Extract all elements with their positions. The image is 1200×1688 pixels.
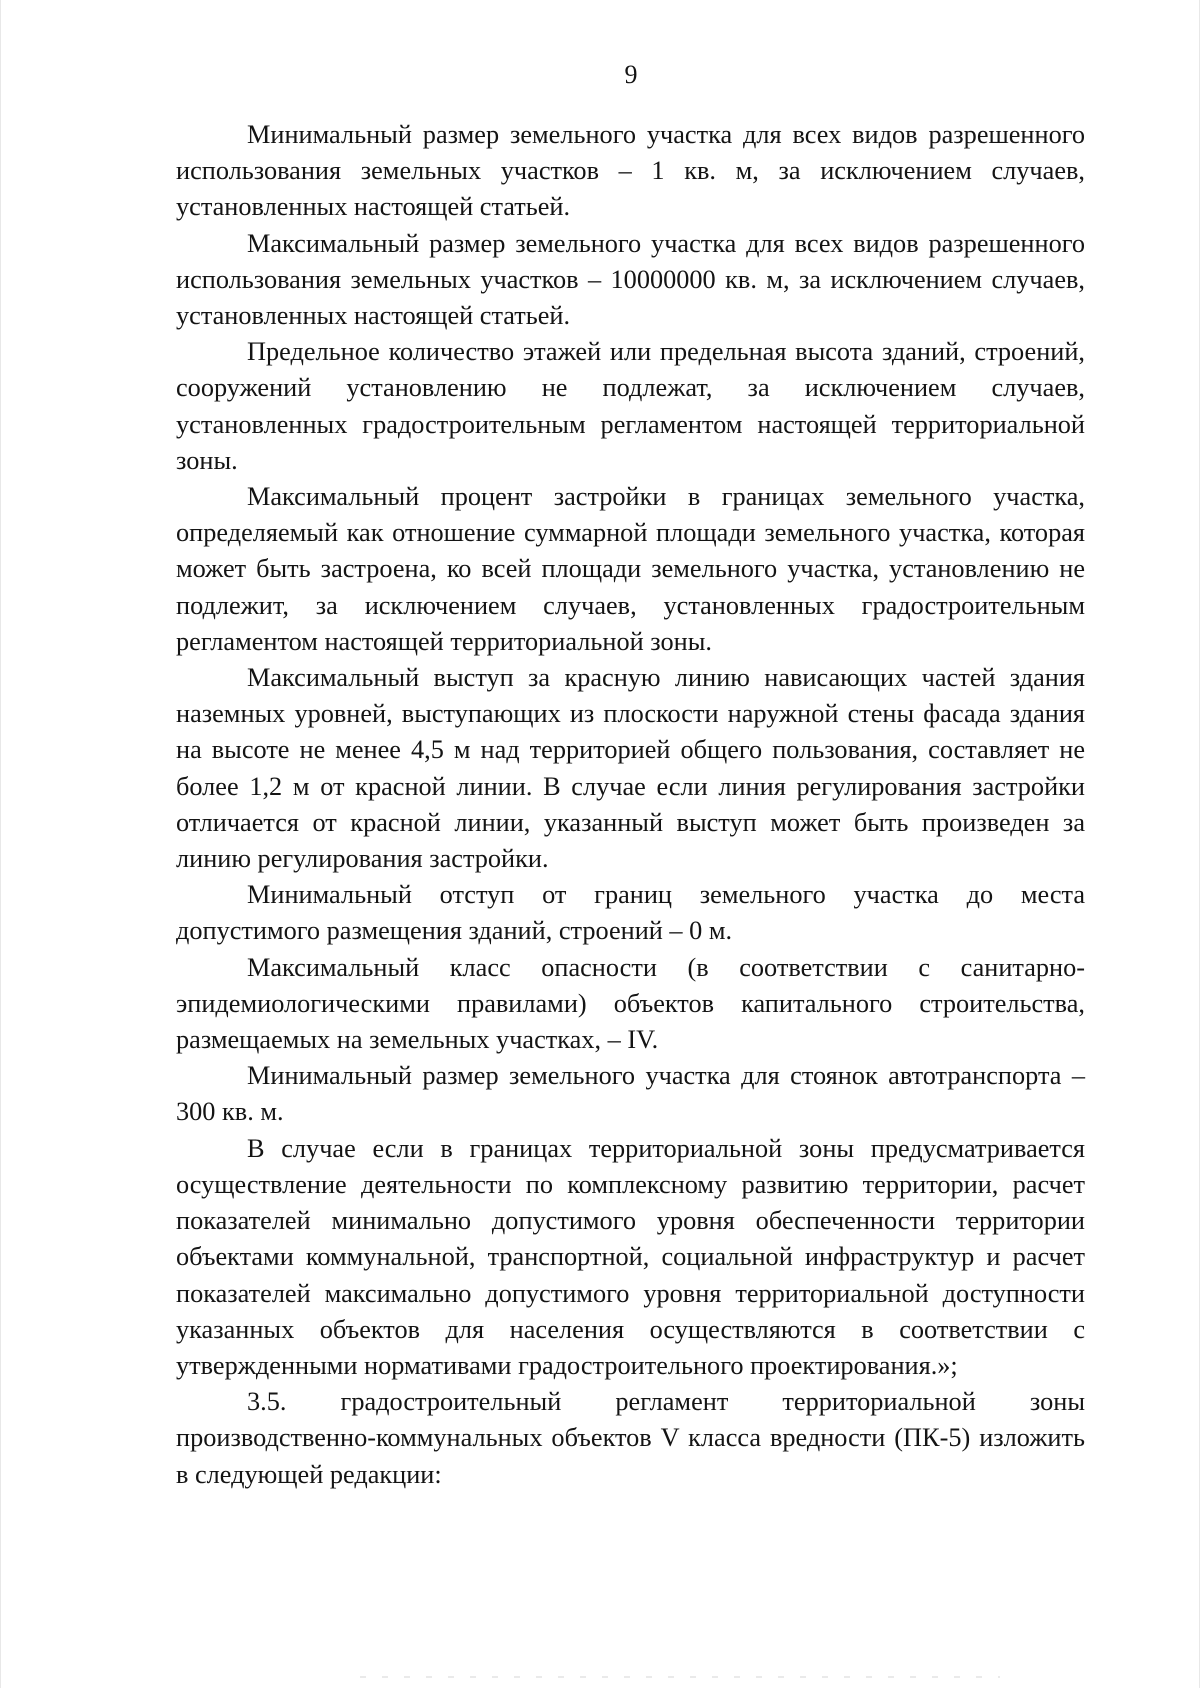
document-body [176,117,1085,1493]
paragraph-section-3-5: 3.5. градостроительный регламент территориальной зоны производственно-коммунальных объектов V класса вредности (ПК-5) изложить в следующей редакции: [176,1387,1085,1489]
paragraph-floor-limit: Предельное количество этажей или предельная высота зданий, строений, сооружений установлению не подлежат, за исключением случаев, установленных градостроительным регламентом настоящей территориальной зоны. [176,337,1085,475]
paragraph-integrated-development: В случае если в границах территориальной зоны предусматривается осуществление деятельности по комплексному развитию территории, расчет показателей минимально допустимого уровня обеспеченности территории объектами коммунальной, транспортной, социальной инфраструктур и расчет показателей максимально допустимого уровня территориальной доступности указанных объектов для населения осуществляются в соответствии с утвержденными нормативами градостроительного проектирования.»; [176,1133,1085,1380]
paragraph-red-line-projection: Максимальный выступ за красную линию нависающих частей здания наземных уровней, выступающих из плоскости наружной стены фасада здания на высоте не менее 4,5 м над территорией общего пользования, составляет не более 1,2 м от красной линии. В случае если линия регулирования застройки отличается от красной линии, указанный выступ может быть произведен за линию регулирования застройки. [176,663,1085,874]
scan-edge-left [0,0,1,1688]
paragraph-hazard-class: Максимальный класс опасности (в соответствии с санитарно-эпидемиологическими правилами) объектов капитального строительства, размещаемых на земельных участках, – IV. [176,952,1085,1055]
page-number: 9 [624,60,638,89]
paragraph-max-plot-size: Максимальный размер земельного участка для всех видов разрешенного использования земельных участков – 10000000 кв. м, за исключением случаев, установленных настоящей статьей. [176,228,1085,331]
paragraph-parking-plot-size: Минимальный размер земельного участка для стоянок автотранспорта – 300 кв. м. [176,1061,1085,1127]
paragraph-min-plot-size: Минимальный размер земельного участка для всех видов разрешенного использования земельных участков – 1 кв. м, за исключением случаев, установленных настоящей статьей. [176,120,1085,222]
paragraph-building-percentage: Максимальный процент застройки в границах земельного участка, определяемый как отношение суммарной площади земельного участка, которая может быть застроена, ко всей площади земельного участка, установлению не подлежит, за исключением случаев, установленных градостроительным регламентом настоящей территориальной зоны. [176,482,1085,656]
paragraph-min-setback: Минимальный отступ от границ земельного участка до места допустимого размещения зданий, строений – 0 м. [176,880,1085,946]
scan-artifact [360,1676,1000,1678]
